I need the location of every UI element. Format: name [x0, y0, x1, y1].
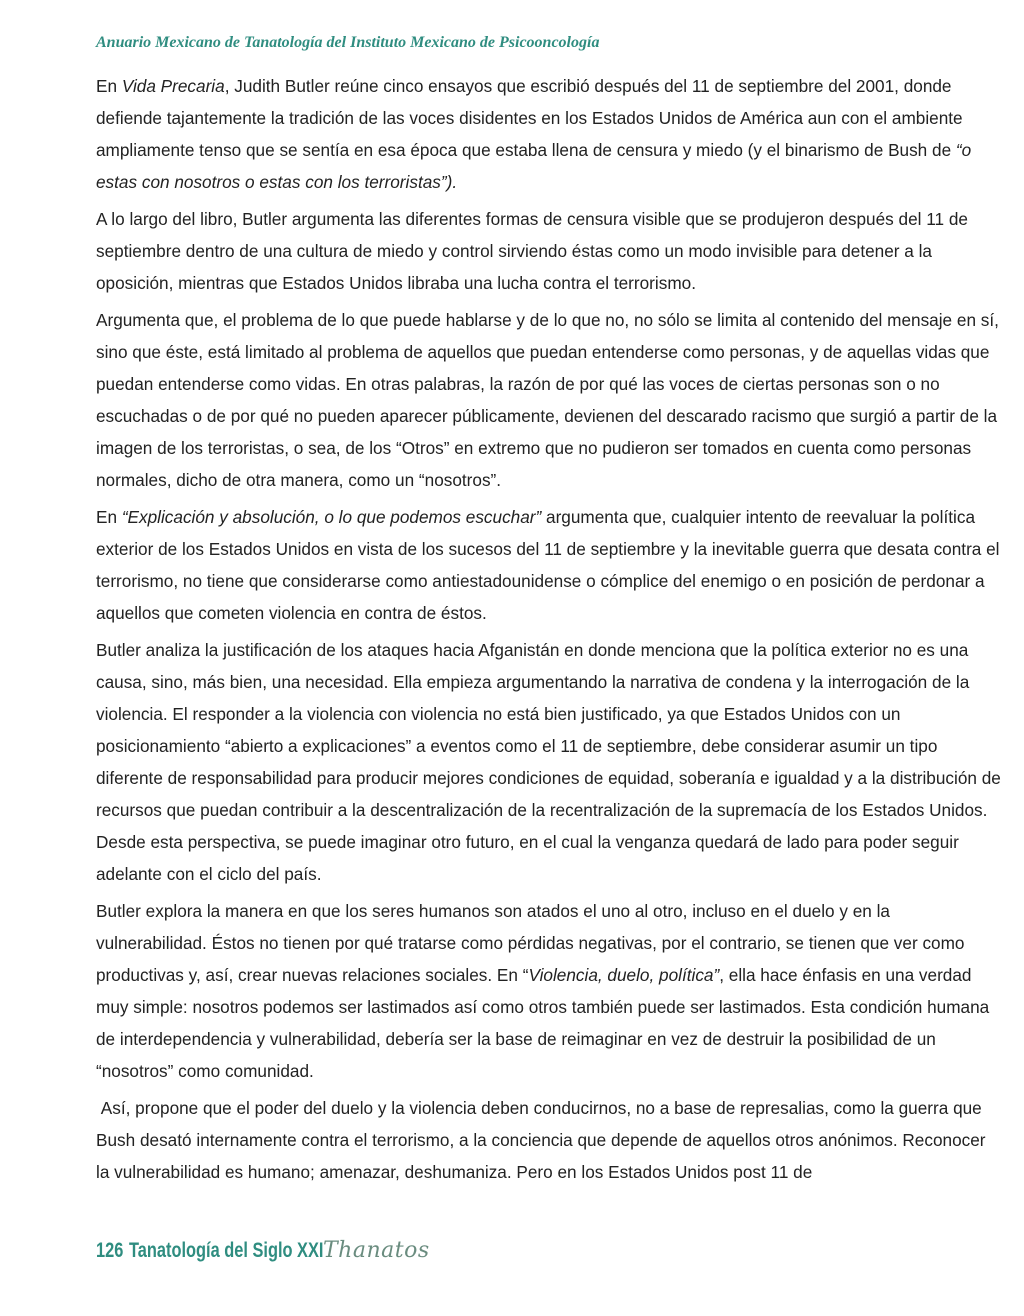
essay-title-violencia: Violencia, duelo, política” — [528, 965, 720, 985]
paragraph-6-text: Butler explora la manera en que los seres humanos son atados el uno al otro, incluso en el duelo y en la vulnerabilidad. Éstos no tienen por qué tratarse como pérdidas negativas, por el contrario, se tienen que ver como productivas y, así, crear nuevas relaciones sociales. En “ — [96, 901, 965, 985]
paragraph-5: Butler analiza la justificación de los ataques hacia Afganistán en donde menciona que la política exterior no es una causa, sino, más bien, una necesidad. Ella empieza argumentando la narrativa de condena y la interrogación de la violencia. El responder a la violencia con violencia no está bien justificado, ya que Estados Unidos con un posicionamiento “abierto a explicaciones” a eventos como el 11 de septiembre, debe considerar asumir un tipo diferente de responsabilidad para producir mejores condiciones de equidad, soberanía e igualdad y a la distribución de recursos que puedan contribuir a la descentralización de la recentralización de la supremacía de los Estados Unidos. Desde esta perspectiva, se puede imaginar otro futuro, en el cual la venganza quedará de lado para poder seguir adelante con el ciclo del país. — [96, 640, 1001, 884]
journal-name: Tanatología del Siglo XXI — [129, 1239, 324, 1262]
paragraph-1-text: En — [96, 76, 122, 96]
paragraph-4-text: En — [96, 507, 122, 527]
paragraph-4-text-cont: argumenta que, cualquier intento de reevaluar la política exterior de los Estados Unidos en vista de los sucesos del 11 de septiembre y la inevitable guerra que desata contra el terrorismo, no tiene que considerarse como antiestadounidense o cómplice del enemigo o en posición de perdonar a aquellos que cometen violencia en contra de éstos. — [96, 507, 1000, 623]
book-title-vida-precaria: Vida Precaria — [121, 76, 225, 96]
paragraph-1-text-cont: , Judith Butler reúne cinco ensayos que escribió después del 11 de septiembre del 2001, donde defiende tajantemente la tradición de las voces disidentes en los Estados Unidos de América aun con el ambiente ampliamente tenso que se sentía en esa época que estaba llena de censura y miedo (y el binarismo de Bush de — [96, 76, 963, 160]
paragraph-7: Así, propone que el poder del duelo y la violencia deben conducirnos, no a base de represalias, como la guerra que Bush desató internamente contra el terrorismo, a la conciencia que depende de aquellos otros anónimos. Reconocer la vulnerabilidad es humano; amenazar, deshumaniza. Pero en los Estados Unidos post 11 de — [96, 1098, 991, 1182]
paragraph-3: Argumenta que, el problema de lo que puede hablarse y de lo que no, no sólo se limita al contenido del mensaje en sí, sino que éste, está limitado al problema de aquellos que puedan entenderse como personas, y de aquellas vidas que puedan entenderse como vidas. En otras palabras, la razón de por qué las voces de ciertas personas son o no escuchadas o de por qué no pueden aparecer públicamente, devienen del descarado racismo que surgió a partir de la imagen de los terroristas, o sea, de los “Otros” en extremo que no pudieron ser tomados en cuenta como personas normales, dicho de otra manera, como un “nosotros”. — [96, 310, 999, 490]
page-number: 126 — [96, 1239, 124, 1262]
article-body — [96, 70, 1001, 1193]
essay-title-explicacion: “Explicación y absolución, o lo que podemos escuchar” — [121, 507, 542, 527]
paragraph-2: A lo largo del libro, Butler argumenta las diferentes formas de censura visible que se produjeron después del 11 de septiembre dentro de una cultura de miedo y control sirviendo éstas como un modo invisible para detener a la oposición, mientras que Estados Unidos libraba una lucha contra el terrorismo. — [96, 209, 968, 293]
page-footer — [96, 1238, 430, 1263]
paragraph-6-text-cont: , ella hace énfasis en una verdad muy simple: nosotros podemos ser lastimados así como otros también puede ser lastimados. Esta condición humana de interdependencia y vulnerabilidad, debería ser la base de reimaginar en vez de destruir la posibilidad de un “nosotros” como comunidad. — [96, 965, 990, 1081]
paragraph-6 — [96, 895, 1001, 1087]
thanatos-logo: Thanatos — [323, 1238, 430, 1263]
running-header: Anuario Mexicano de Tanatología del Instituto Mexicano de Psicooncología — [96, 34, 600, 51]
bush-quote: “o estas con nosotros o estas con los terroristas”). — [96, 140, 972, 192]
paragraph-4 — [96, 501, 1001, 629]
paragraph-1 — [96, 70, 1001, 198]
